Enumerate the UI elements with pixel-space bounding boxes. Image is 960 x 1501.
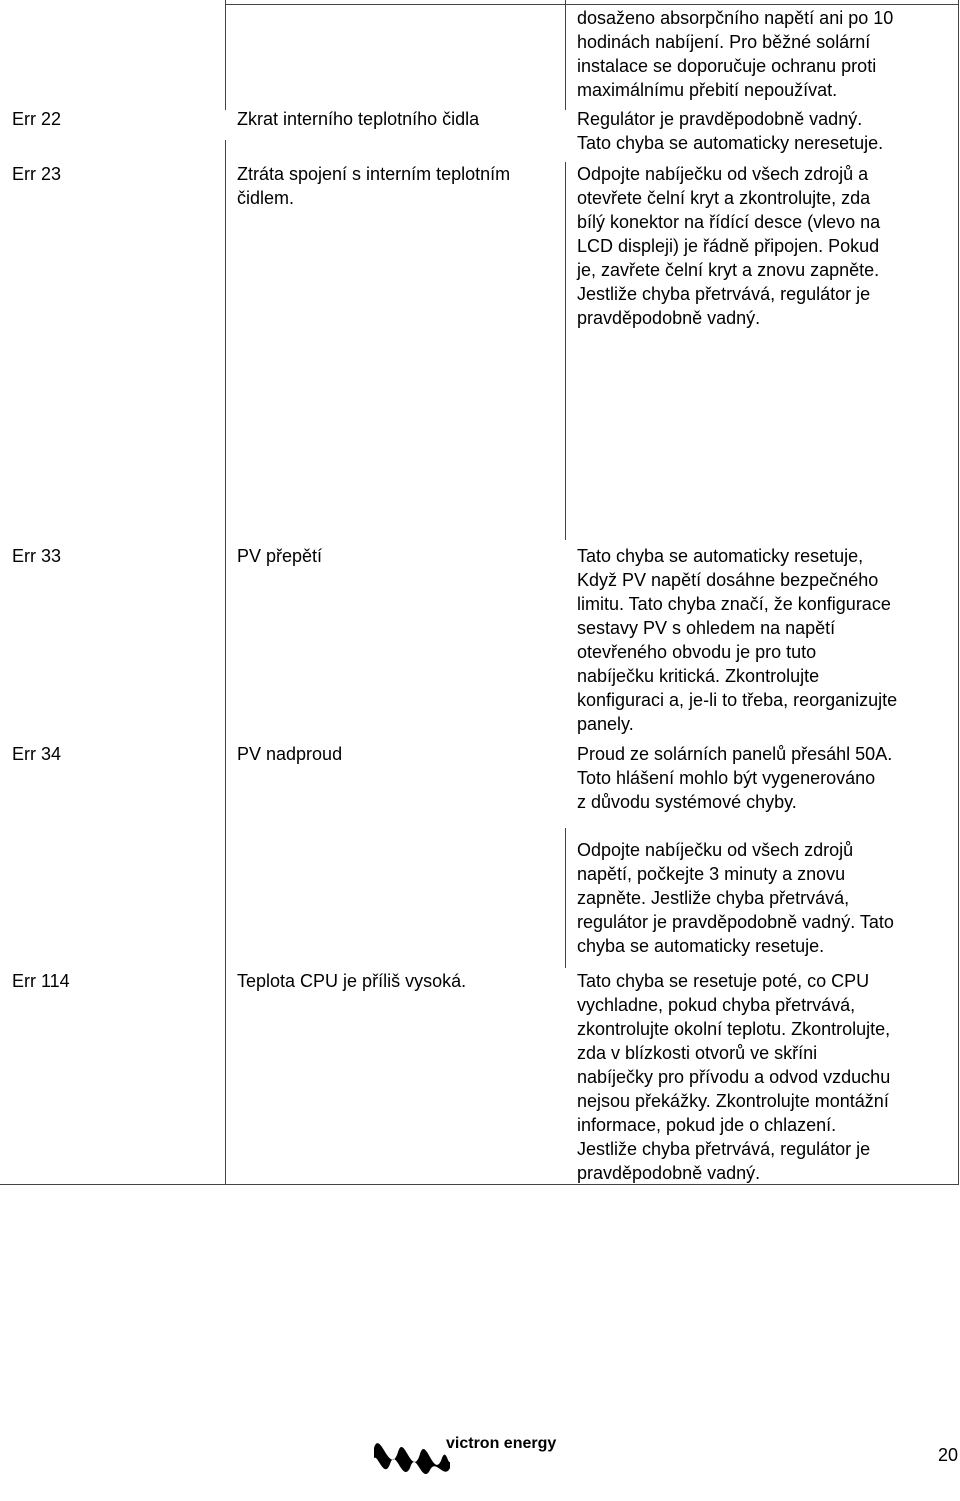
solution-line: Odpojte nabíječku od všech zdrojů a xyxy=(577,164,869,184)
error-code: Err 22 xyxy=(12,109,62,129)
description-line: Teplota CPU je příliš vysoká. xyxy=(237,971,467,991)
error-solution xyxy=(577,162,952,330)
solution-line: bílý konektor na řídící desce (vlevo na xyxy=(577,212,881,232)
error-code: Err 114 xyxy=(12,971,70,991)
description-line: PV nadproud xyxy=(237,744,343,764)
description-line: Zkrat interního teplotního čidla xyxy=(237,109,480,129)
solution-line: informace, pokud jde o chlazení. xyxy=(577,1115,837,1135)
solution-line: Když PV napětí dosáhne bezpečného xyxy=(577,570,879,590)
error-solution xyxy=(577,107,952,155)
description-line: čidlem. xyxy=(237,188,295,208)
solution-line: Regulátor je pravděpodobně vadný. xyxy=(577,109,863,129)
solution-line: z důvodu systémové chyby. xyxy=(577,792,797,812)
description-line: PV přepětí xyxy=(237,546,323,566)
error-code: Err 23 xyxy=(12,164,62,184)
solution-line: Jestliže chyba přetrvává, regulátor je xyxy=(577,1139,871,1159)
solution-line: vychladne, pokud chyba přetrvává, xyxy=(577,995,856,1015)
solution-line: Jestliže chyba přetrvává, regulátor je xyxy=(577,284,871,304)
solution-line: hodinách nabíjení. Pro běžné solární xyxy=(577,32,871,52)
error-description xyxy=(237,742,562,766)
table-column-divider xyxy=(565,828,566,968)
description-line: Ztráta spojení s interním teplotním xyxy=(237,164,511,184)
solution-line: Tato chyba se resetuje poté, co CPU xyxy=(577,971,870,991)
error-code: Err 34 xyxy=(12,744,62,764)
solution-line: napětí, počkejte 3 minuty a znovu xyxy=(577,864,846,884)
solution-line: LCD displeji) je řádně připojen. Pokud xyxy=(577,236,880,256)
solution-line: panely. xyxy=(577,714,634,734)
solution-line: dosaženo absorpčního napětí ani po 10 xyxy=(577,8,894,28)
solution-line: limitu. Tato chyba značí, že konfigurace xyxy=(577,594,891,614)
solution-line: nabíječku kritická. Zkontrolujte xyxy=(577,666,820,686)
solution-line: Proud ze solárních panelů přesáhl 50A. xyxy=(577,744,893,764)
error-code: Err 33 xyxy=(12,546,62,566)
error-description xyxy=(237,162,562,210)
error-description xyxy=(237,544,562,568)
table-top-rule xyxy=(225,4,959,5)
error-solution xyxy=(577,544,952,736)
table-column-divider xyxy=(225,140,226,1185)
solution-line: zapněte. Jestliže chyba přetrvává, xyxy=(577,888,850,908)
victron-energy-logo xyxy=(370,1418,560,1486)
solution-line: chyba se automaticky resetuje. xyxy=(577,936,825,956)
table-row xyxy=(577,6,952,102)
solution-line: sestavy PV s ohledem na napětí xyxy=(577,618,836,638)
solution-line: nejsou překážky. Zkontrolujte montážní xyxy=(577,1091,889,1111)
logo-wordmark: victron energy xyxy=(446,1435,557,1452)
solution-line: pravděpodobně vadný. xyxy=(577,308,761,328)
solution-line xyxy=(577,814,952,838)
solution-line: konfiguraci a, je-li to třeba, reorganizujte xyxy=(577,690,898,710)
table-column-divider xyxy=(565,162,566,540)
solution-line: je, zavřete čelní kryt a znovu zapněte. xyxy=(577,260,880,280)
solution-line: instalace se doporučuje ochranu proti xyxy=(577,56,877,76)
solution-line: Toto hlášení mohlo být vygenerováno xyxy=(577,768,876,788)
table-column-divider xyxy=(565,0,566,110)
solution-line: regulátor je pravděpodobně vadný. Tato xyxy=(577,912,894,932)
error-description xyxy=(237,969,567,993)
error-description xyxy=(237,107,567,131)
page-number: 20 xyxy=(938,1445,959,1465)
solution-line: pravděpodobně vadný. xyxy=(577,1163,761,1183)
solution-line: zkontrolujte okolní teplotu. Zkontrolujte, xyxy=(577,1019,891,1039)
solution-line: Odpojte nabíječku od všech zdrojů xyxy=(577,840,854,860)
solution-line: otevřeného obvodu je pro tuto xyxy=(577,642,817,662)
solution-line: otevřete čelní kryt a zkontrolujte, zda xyxy=(577,188,871,208)
table-column-divider xyxy=(225,0,226,110)
solution-line: Tato chyba se automaticky resetuje, xyxy=(577,546,864,566)
solution-line: zda v blízkosti otvorů ve skříni xyxy=(577,1043,818,1063)
solution-line: nabíječky pro přívodu a odvod vzduchu xyxy=(577,1067,891,1087)
error-solution xyxy=(577,742,952,958)
error-solution xyxy=(577,969,952,1185)
solution-line: Tato chyba se automaticky neresetuje. xyxy=(577,133,884,153)
solution-line: maximálnímu přebití nepoužívat. xyxy=(577,80,838,100)
